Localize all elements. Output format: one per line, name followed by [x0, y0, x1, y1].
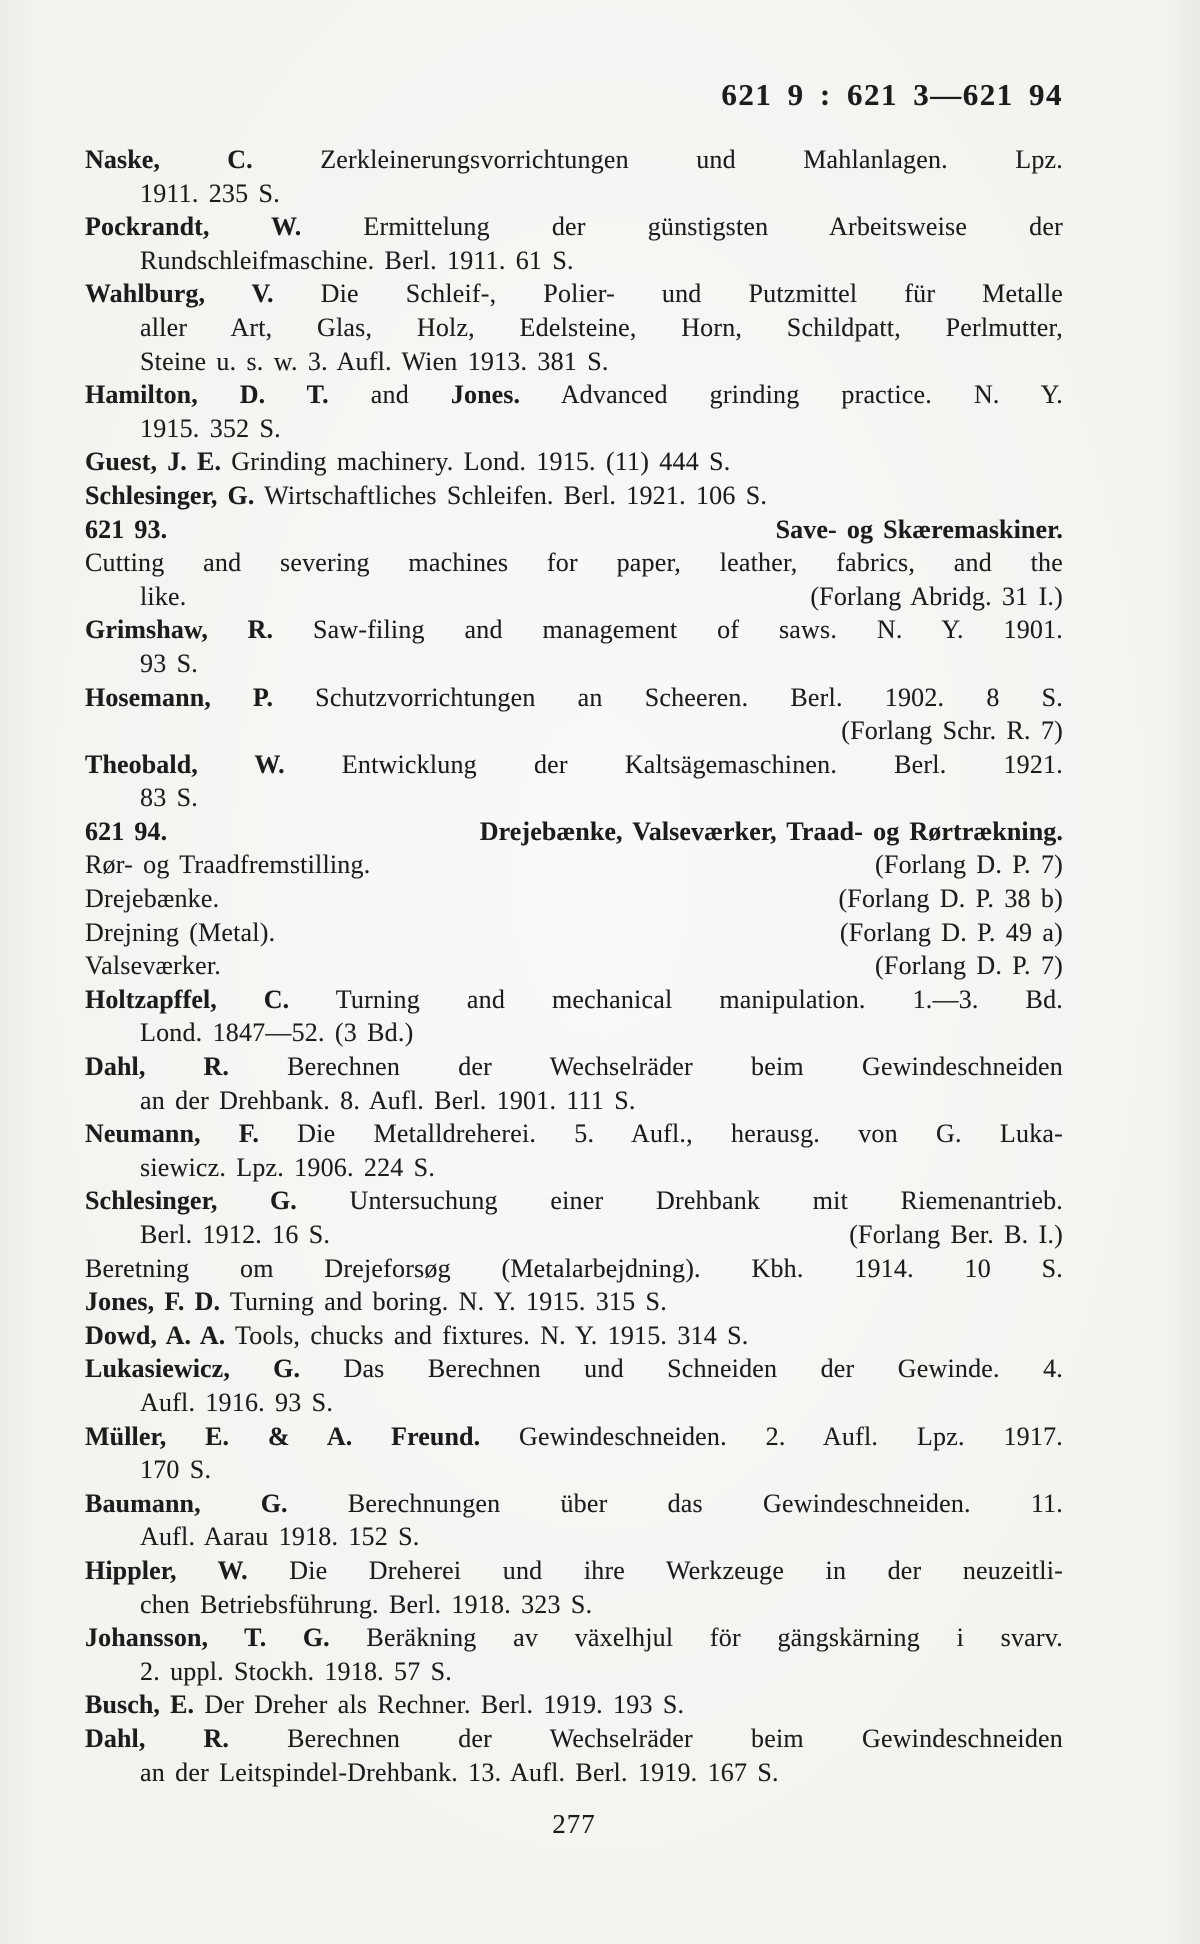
entry-text: Lukasiewicz, G. Das Berechnen und Schneiden der Gewinde. 4.	[85, 1354, 1063, 1384]
author-name: Pockrandt, W.	[85, 212, 302, 242]
entry-text: Hippler, W. Die Dreherei und ihre Werkzeuge in der neuzeitli-	[85, 1555, 1063, 1585]
entry-line	[85, 1285, 1063, 1319]
author-name: Müller, E. & A. Freund.	[85, 1421, 481, 1451]
entry-text: Cutting and severing machines for paper, leather, fabrics, and the	[85, 548, 1063, 578]
author-name: Guest, J. E.	[85, 447, 222, 477]
entry-text: Theobald, W. Entwicklung der Kaltsägemaschinen. Berl. 1921.	[85, 749, 1063, 779]
entry-line	[85, 1352, 1063, 1386]
entry-line	[85, 1117, 1063, 1151]
entry-text: Hamilton, D. T. and Jones. Advanced grinding practice. N. Y.	[85, 380, 1063, 410]
entry-line	[85, 613, 1063, 647]
entry-line	[85, 277, 1063, 311]
entry-line	[85, 848, 1063, 882]
entry-line	[85, 1218, 1063, 1252]
entry-text: Steine u. s. w. 3. Aufl. Wien 1913. 381 S.	[140, 346, 609, 376]
entry-line	[85, 1016, 1063, 1050]
author-name: Baumann, G.	[85, 1488, 288, 1518]
entry-text: Lond. 1847—52. (3 Bd.)	[140, 1018, 414, 1048]
entry-text: Guest, J. E. Grinding machinery. Lond. 1915. (11) 444 S.	[85, 447, 731, 477]
entry-line	[85, 1151, 1063, 1185]
entry-line	[85, 546, 1063, 580]
entry-text: Drejebænke.	[85, 884, 220, 914]
author-name: 621 94.	[85, 816, 168, 846]
entry-text: 1915. 352 S.	[140, 413, 281, 443]
entry-line	[85, 1655, 1063, 1689]
entry-text: 2. uppl. Stockh. 1918. 57 S.	[140, 1656, 453, 1686]
entry-line	[85, 177, 1063, 211]
entry-line	[85, 681, 1063, 715]
author-name: Neumann, F.	[85, 1119, 259, 1149]
author-name: Wahlburg, V.	[85, 279, 274, 309]
entry-line	[85, 1722, 1063, 1756]
forlang-reference: (Forlang D. P. 7)	[875, 951, 1063, 981]
entry-text: Neumann, F. Die Metalldreherei. 5. Aufl., herausg. von G. Luka-	[85, 1119, 1063, 1149]
entry-text: Rør- og Traadfremstilling.	[85, 850, 371, 880]
entry-line	[85, 1756, 1063, 1790]
entry-text: aller Art, Glas, Holz, Edelsteine, Horn, Schildpatt, Perlmutter,	[140, 312, 1063, 342]
entry-line	[85, 1319, 1063, 1353]
entry-line	[85, 714, 1063, 748]
forlang-reference: (Forlang D. P. 49 a)	[839, 917, 1063, 947]
entry-text: Rundschleifmaschine. Berl. 1911. 61 S.	[140, 245, 574, 275]
author-name: Hosemann, P.	[85, 682, 274, 712]
entry-line	[85, 1050, 1063, 1084]
entry-text: Berl. 1912. 16 S.	[140, 1220, 331, 1249]
text-column	[85, 78, 1063, 1841]
forlang-reference: (Forlang Ber. B. I.)	[849, 1220, 1063, 1249]
entry-text: Dahl, R. Berechnen der Wechselräder beim Gewindeschneiden	[85, 1052, 1063, 1082]
entry-line	[85, 983, 1063, 1017]
entry-line	[85, 143, 1063, 177]
author-name: 621 93.	[85, 514, 168, 544]
entry-text: Schlesinger, G. Untersuchung einer Drehbank mit Riemenantrieb.	[85, 1186, 1063, 1216]
entry-line	[85, 210, 1063, 244]
entry-text: Dahl, R. Berechnen der Wechselräder beim Gewindeschneiden	[85, 1723, 1063, 1753]
entry-line	[85, 1688, 1063, 1722]
entry-text: chen Betriebsführung. Berl. 1918. 323 S.	[140, 1589, 593, 1619]
entry-line	[85, 479, 1063, 513]
entry-text: Wahlburg, V. Die Schleif-, Polier- und Putzmittel für Metalle	[85, 279, 1063, 309]
entry-text: 1911. 235 S.	[140, 178, 280, 208]
entry-text: an der Leitspindel-Drehbank. 13. Aufl. Berl. 1919. 167 S.	[140, 1757, 779, 1787]
forlang-reference: (Forlang Abridg. 31 I.)	[810, 581, 1063, 611]
forlang-reference: (Forlang Schr. R. 7)	[841, 716, 1063, 746]
author-name: Dowd, A. A.	[85, 1320, 226, 1350]
entry-line	[85, 949, 1063, 983]
author-name: Johansson, T. G.	[85, 1623, 330, 1653]
entry-line	[85, 916, 1063, 950]
author-name: Hippler, W.	[85, 1555, 248, 1585]
author-name: Grimshaw, R.	[85, 615, 274, 645]
entry-line	[85, 647, 1063, 681]
section-heading-621-93	[85, 513, 1063, 547]
entry-line	[85, 445, 1063, 479]
entry-line	[85, 378, 1063, 412]
entry-text: Müller, E. & A. Freund. Gewindeschneiden. 2. Aufl. Lpz. 1917.	[85, 1421, 1063, 1451]
entry-text: 170 S.	[140, 1455, 212, 1485]
running-head-classification: 621 9 : 621 3—621 94	[721, 77, 1063, 112]
entry-line	[85, 244, 1063, 278]
entry-text: 93 S.	[140, 648, 198, 678]
entry-line	[85, 1084, 1063, 1118]
entry-line	[85, 882, 1063, 916]
entry-text: Aufl. 1916. 93 S.	[140, 1387, 334, 1417]
entry-text	[85, 513, 167, 547]
author-name: Jones, F. D.	[85, 1287, 221, 1317]
author-name: Dahl, R.	[85, 1723, 229, 1753]
entry-text: an der Drehbank. 8. Aufl. Berl. 1901. 111 S.	[140, 1085, 636, 1115]
entry-line	[85, 412, 1063, 446]
entry-text: Naske, C. Zerkleinerungsvorrichtungen und Mahlanlagen. Lpz.	[85, 145, 1063, 174]
section-heading-621-94	[85, 815, 1063, 849]
entry-line	[85, 1386, 1063, 1420]
entry-text: Holtzapffel, C. Turning and mechanical manipulation. 1.—3. Bd.	[85, 984, 1063, 1014]
entry-text: Hosemann, P. Schutzvorrichtungen an Scheeren. Berl. 1902. 8 S.	[85, 682, 1064, 712]
entry-line	[85, 1554, 1063, 1588]
author-name: Busch, E.	[85, 1690, 195, 1720]
section-title: Save- og Skæremaskiner.	[775, 514, 1063, 544]
forlang-reference: (Forlang D. P. 7)	[875, 850, 1063, 880]
entry-line	[85, 1252, 1063, 1286]
entry-line	[85, 1621, 1063, 1655]
author-name: Dahl, R.	[85, 1052, 229, 1082]
entry-text: Beretning om Drejeforsøg (Metalarbejdning). Kbh. 1914. 10 S.	[85, 1253, 1063, 1283]
entry-text: Dowd, A. A. Tools, chucks and fixtures. N. Y. 1915. 314 S.	[85, 1320, 749, 1350]
entry-text: Busch, E. Der Dreher als Rechner. Berl. 1919. 193 S.	[85, 1690, 685, 1720]
entry-text: Johansson, T. G. Beräkning av växelhjul för gängskärning i svarv.	[85, 1623, 1063, 1653]
page-number: 277	[552, 1809, 596, 1840]
section-title: Drejebænke, Valseværker, Traad- og Rørtrækning.	[479, 816, 1063, 846]
entry-line	[85, 781, 1063, 815]
entry-line	[85, 1453, 1063, 1487]
author-name: Hamilton, D. T.	[85, 380, 329, 410]
entry-text	[85, 815, 167, 849]
entry-text: siewicz. Lpz. 1906. 224 S.	[140, 1152, 436, 1182]
author-name: Theobald, W.	[85, 749, 285, 779]
entry-line	[85, 1588, 1063, 1622]
entry-text: Aufl. Aarau 1918. 152 S.	[140, 1522, 420, 1552]
entry-text: Drejning (Metal).	[85, 917, 276, 947]
entry-text: Pockrandt, W. Ermittelung der günstigsten Arbeitsweise der	[85, 212, 1063, 242]
entry-text: Baumann, G. Berechnungen über das Gewindeschneiden. 11.	[85, 1488, 1063, 1518]
entry-line	[85, 1520, 1063, 1554]
author-name: Lukasiewicz, G.	[85, 1354, 301, 1384]
entry-list	[85, 143, 1063, 1789]
author-name: Schlesinger, G.	[85, 1186, 297, 1216]
entry-text: Grimshaw, R. Saw-filing and management of saws. N. Y. 1901.	[85, 615, 1063, 645]
entry-text: like.	[140, 581, 187, 611]
entry-text: 83 S.	[140, 783, 198, 813]
entry-line	[85, 1487, 1063, 1521]
entry-line	[85, 580, 1063, 614]
author-name: Holtzapffel, C.	[85, 984, 290, 1014]
entry-line	[85, 345, 1063, 379]
entry-text: Jones, F. D. Turning and boring. N. Y. 1915. 315 S.	[85, 1287, 667, 1317]
entry-line	[85, 1184, 1063, 1218]
entry-text: Schlesinger, G. Wirtschaftliches Schleifen. Berl. 1921. 106 S.	[85, 480, 768, 510]
entry-text: Valseværker.	[85, 951, 221, 981]
forlang-reference: (Forlang D. P. 38 b)	[838, 884, 1063, 914]
author-name: Naske, C.	[85, 145, 253, 174]
author-name: Schlesinger, G.	[85, 480, 255, 510]
entry-line	[85, 748, 1063, 782]
entry-line	[85, 1420, 1063, 1454]
author-name: Jones.	[450, 380, 521, 410]
entry-line	[85, 311, 1063, 345]
